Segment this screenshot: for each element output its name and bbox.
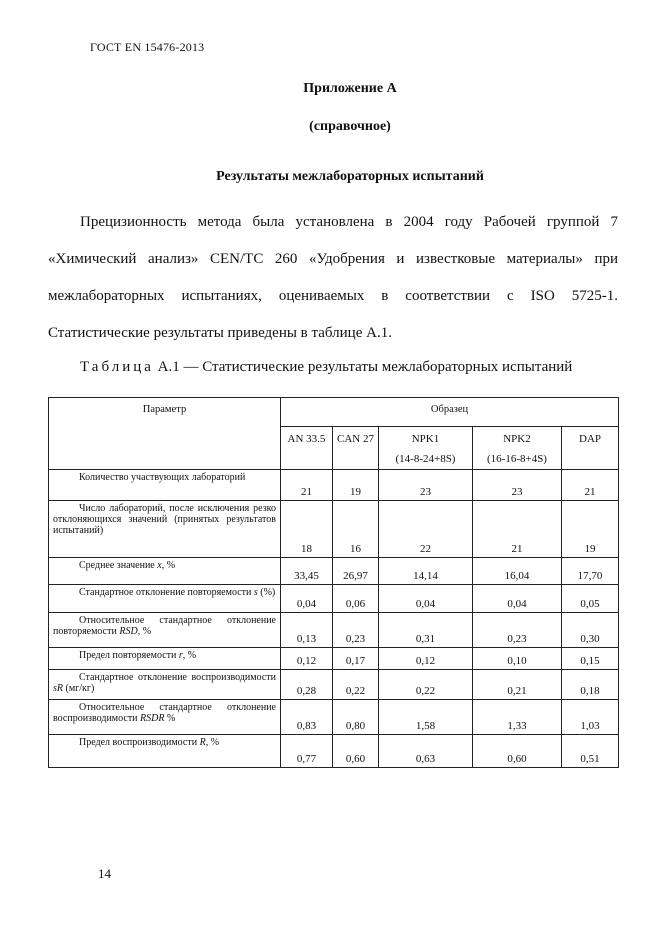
table-cell: 0,04 bbox=[281, 585, 333, 613]
table-cell: 0,51 bbox=[562, 735, 619, 768]
standard-designation: ГОСТ EN 15476-2013 bbox=[90, 40, 205, 54]
row-label: Относительное стандартное отклонение воспроизводимости RSDR % bbox=[49, 700, 281, 735]
table-cell: 0,05 bbox=[562, 585, 619, 613]
table-cell: 21 bbox=[281, 470, 333, 501]
table-cell: 21 bbox=[562, 470, 619, 501]
body-paragraph bbox=[48, 204, 618, 352]
appendix-subtitle: (справочное) bbox=[309, 119, 391, 134]
table-cell: 0,22 bbox=[379, 670, 473, 700]
table-row bbox=[49, 558, 619, 585]
table-row bbox=[49, 735, 619, 768]
sample-name: DAP bbox=[562, 427, 619, 470]
table-row bbox=[49, 585, 619, 613]
sample-name: AN 33.5 bbox=[281, 427, 333, 470]
table-cell: 0,31 bbox=[379, 613, 473, 648]
page-number: 14 bbox=[98, 866, 111, 881]
table-cell: 23 bbox=[379, 470, 473, 501]
table-cell: 0,83 bbox=[281, 700, 333, 735]
table-cell: 0,17 bbox=[333, 648, 379, 670]
table-cell: 14,14 bbox=[379, 558, 473, 585]
table-cell: 1,58 bbox=[379, 700, 473, 735]
table-cell: 0,60 bbox=[333, 735, 379, 768]
section-heading: Результаты межлабораторных испытаний bbox=[216, 169, 484, 184]
table-caption bbox=[80, 359, 572, 376]
table-row bbox=[49, 670, 619, 700]
table-cell: 0,12 bbox=[379, 648, 473, 670]
table-row bbox=[49, 501, 619, 558]
row-label: Число лабораторий, после исключения резко отклоняющихся значений (принятых результатов испытаний) bbox=[49, 501, 281, 558]
table-caption-text: А.1 — Статистические результаты межлабораторных испытаний bbox=[153, 359, 573, 375]
row-label: Предел повторяемости r, % bbox=[49, 648, 281, 670]
table-cell: 16 bbox=[333, 501, 379, 558]
sample-name: NPK1 (14-8-24+8S) bbox=[379, 427, 473, 470]
table-cell: 0,04 bbox=[379, 585, 473, 613]
table-cell: 0,23 bbox=[473, 613, 562, 648]
table-cell: 23 bbox=[473, 470, 562, 501]
row-label: Стандартное отклонение повторяемости s (%) bbox=[49, 585, 281, 613]
table-row bbox=[49, 700, 619, 735]
table-cell: 19 bbox=[562, 501, 619, 558]
row-label: Предел воспроизводимости R, % bbox=[49, 735, 281, 768]
table-cell: 1,33 bbox=[473, 700, 562, 735]
param-column-header: Параметр bbox=[49, 398, 281, 470]
table-cell: 0,15 bbox=[562, 648, 619, 670]
table-cell: 0,30 bbox=[562, 613, 619, 648]
table-caption-prefix: Таблица bbox=[80, 359, 154, 375]
table-cell: 0,04 bbox=[473, 585, 562, 613]
table-cell: 0,23 bbox=[333, 613, 379, 648]
sample-name: CAN 27 bbox=[333, 427, 379, 470]
sample-formula: (16-16-8+4S) bbox=[487, 453, 547, 465]
table-cell: 17,70 bbox=[562, 558, 619, 585]
table-cell: 0,28 bbox=[281, 670, 333, 700]
table-cell: 19 bbox=[333, 470, 379, 501]
table-header-row bbox=[49, 398, 619, 427]
table-cell: 16,04 bbox=[473, 558, 562, 585]
table-cell: 0,77 bbox=[281, 735, 333, 768]
table-cell: 18 bbox=[281, 501, 333, 558]
sample-formula: (14-8-24+8S) bbox=[395, 453, 456, 465]
row-label: Стандартное отклонение воспроизводимости sR (мг/кг) bbox=[49, 670, 281, 700]
table-cell: 26,97 bbox=[333, 558, 379, 585]
results-table bbox=[48, 397, 619, 768]
sample-column-header: Образец bbox=[281, 398, 619, 427]
table-row bbox=[49, 470, 619, 501]
sample-name: NPK2 (16-16-8+4S) bbox=[473, 427, 562, 470]
table-cell: 0,06 bbox=[333, 585, 379, 613]
table-cell: 0,80 bbox=[333, 700, 379, 735]
table-row bbox=[49, 613, 619, 648]
table-cell: 0,18 bbox=[562, 670, 619, 700]
row-label: Количество участвующих лабораторий bbox=[49, 470, 281, 501]
table-cell: 0,60 bbox=[473, 735, 562, 768]
table-cell: 0,22 bbox=[333, 670, 379, 700]
table-cell: 1,03 bbox=[562, 700, 619, 735]
row-label: Относительное стандартное отклонение повторяемости RSD, % bbox=[49, 613, 281, 648]
table-row bbox=[49, 648, 619, 670]
table-cell: 0,63 bbox=[379, 735, 473, 768]
table-cell: 0,21 bbox=[473, 670, 562, 700]
table-cell: 22 bbox=[379, 501, 473, 558]
table-cell: 0,13 bbox=[281, 613, 333, 648]
body-paragraph-text: Прецизионность метода была установлена в 2004 году Рабочей группой 7 «Химический анализ» CEN/TC 260 «Удобрения и известковые материалы» при межлабораторных испытаниях, оцениваемых в соответствии с ISO 5725-1. Статистические результаты приведены в таблице А.1. bbox=[48, 214, 618, 341]
table-cell: 21 bbox=[473, 501, 562, 558]
table-cell: 33,45 bbox=[281, 558, 333, 585]
table-cell: 0,12 bbox=[281, 648, 333, 670]
row-label: Среднее значение x, % bbox=[49, 558, 281, 585]
table-cell: 0,10 bbox=[473, 648, 562, 670]
appendix-title: Приложение А bbox=[303, 81, 397, 96]
